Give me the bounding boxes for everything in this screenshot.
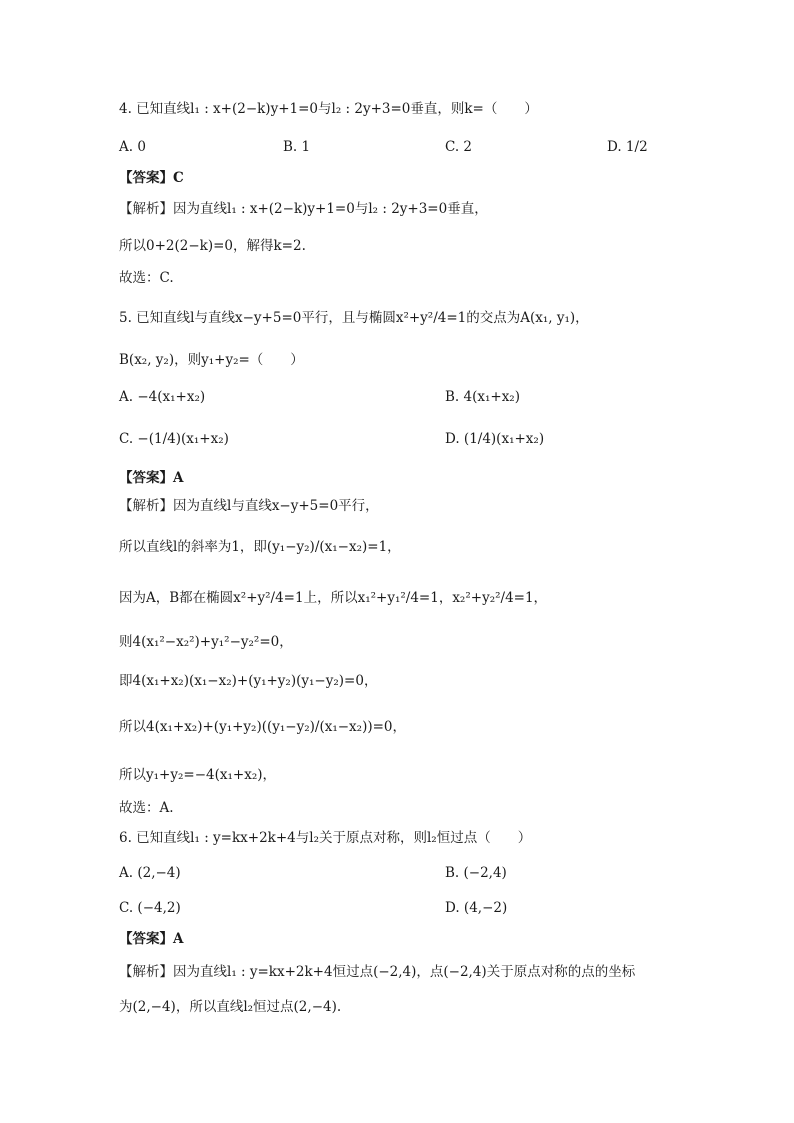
q4-answer: 【答案】C xyxy=(119,170,184,186)
q5-analysis-line: 故选：A. xyxy=(119,800,174,816)
q5-option-a: A. −4(x₁+x₂) xyxy=(119,389,206,405)
q6-analysis-line: 为(2,−4)，所以直线l₂恒过点(2,−4). xyxy=(119,999,342,1015)
q4-option-d: D. 1/2 xyxy=(607,139,648,155)
q4-analysis-line: 故选：C. xyxy=(119,270,174,286)
q5-answer: 【答案】A xyxy=(119,470,184,486)
q5-analysis-line: 所以直线l的斜率为1，即(y₁−y₂)/(x₁−x₂)=1， xyxy=(119,539,401,555)
q4-stem: 4. 已知直线l₁ : x+(2−k)y+1=0与l₂ : 2y+3=0垂直，则k=（ ） xyxy=(119,101,538,117)
q5-analysis-line: 所以y₁+y₂=−4(x₁+x₂)， xyxy=(119,767,276,783)
q5-analysis-line: 则4(x₁²−x₂²)+y₁²−y₂²=0， xyxy=(119,634,293,650)
q4-option-a: A. 0 xyxy=(119,139,146,155)
q6-option-c: C. (−4,2) xyxy=(119,900,181,916)
q6-answer: 【答案】A xyxy=(119,931,184,947)
q4-analysis-line: 所以0+2(2−k)=0，解得k=2. xyxy=(119,238,306,254)
q4-option-c: C. 2 xyxy=(445,139,473,155)
q6-option-a: A. (2,−4) xyxy=(119,865,181,881)
q6-analysis-line: 【解析】因为直线l₁ : y=kx+2k+4恒过点(−2,4)，点(−2,4)关于原点对称的点的坐标 xyxy=(119,964,636,980)
q4-option-b: B. 1 xyxy=(283,139,311,155)
q4-analysis-line: 【解析】因为直线l₁ : x+(2−k)y+1=0与l₂ : 2y+3=0垂直， xyxy=(119,201,488,217)
q5-stem: B(x₂, y₂)，则y₁+y₂=（ ） xyxy=(119,352,304,368)
q5-option-b: B. 4(x₁+x₂) xyxy=(445,389,520,405)
q5-option-d: D. (1/4)(x₁+x₂) xyxy=(445,431,545,447)
q5-analysis-line: 因为A，B都在椭圆x²+y²/4=1上，所以x₁²+y₁²/4=1，x₂²+y₂²/4=1， xyxy=(119,590,548,606)
q5-analysis-line: 【解析】因为直线l与直线x−y+5=0平行， xyxy=(119,498,379,514)
q5-analysis-line: 所以4(x₁+x₂)+(y₁+y₂)((y₁−y₂)/(x₁−x₂))=0， xyxy=(119,719,407,735)
q5-stem: 5. 已知直线l与直线x−y+5=0平行，且与椭圆x²+y²/4=1的交点为A(x₁, y₁)， xyxy=(119,310,589,326)
q5-analysis-line: 即4(x₁+x₂)(x₁−x₂)+(y₁+y₂)(y₁−y₂)=0， xyxy=(119,673,378,689)
q5-option-c: C. −(1/4)(x₁+x₂) xyxy=(119,431,229,447)
q6-option-b: B. (−2,4) xyxy=(445,865,507,881)
q6-option-d: D. (4,−2) xyxy=(445,900,508,916)
q6-stem: 6. 已知直线l₁ : y=kx+2k+4与l₂关于原点对称，则l₂恒过点（ ） xyxy=(119,830,532,846)
